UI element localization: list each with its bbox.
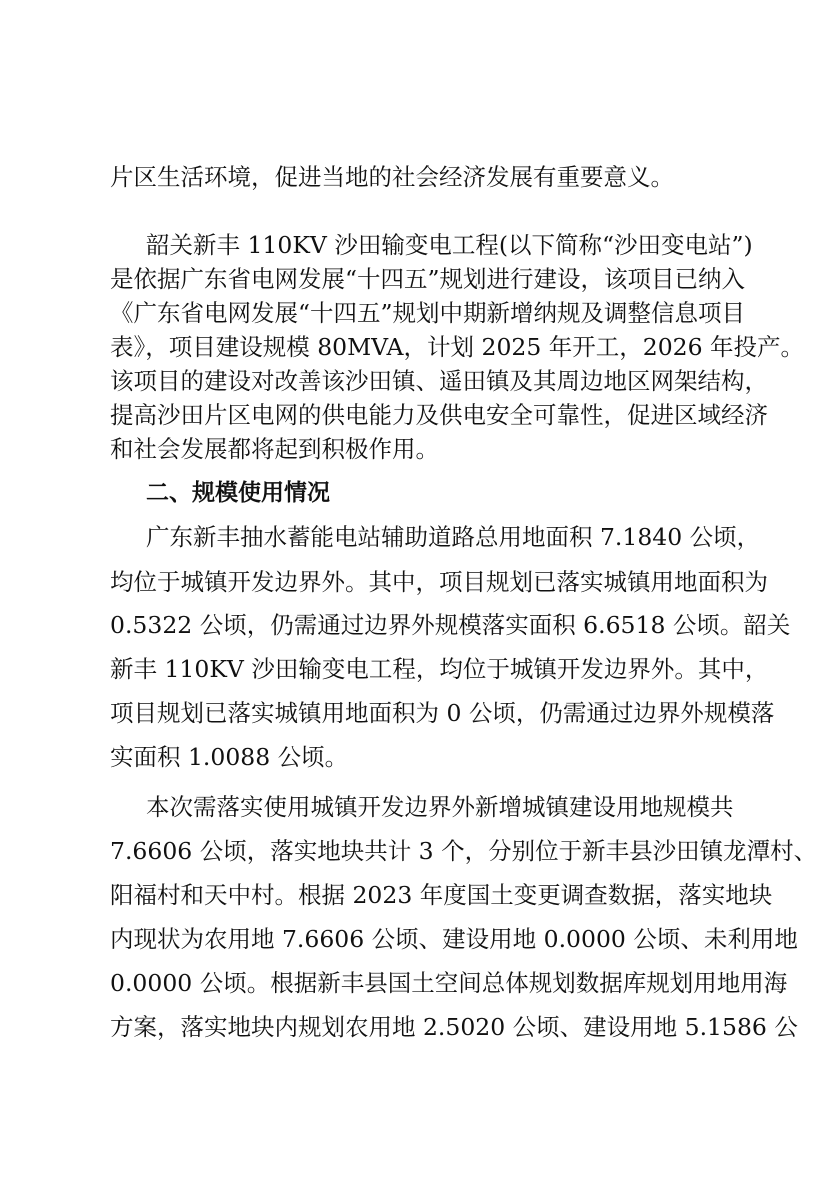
text-line: 本次需落实使用城镇开发边界外新增城镇建设用地规模共	[146, 793, 734, 821]
text-line: 方案，落实地块内规划农用地 2.5020 公顷、建设用地 5.1586 公	[110, 1013, 798, 1041]
text-line: 《广东省电网发展“十四五”规划中期新增纳规及调整信息项目	[110, 299, 746, 327]
text-line: 韶关新丰 110KV 沙田输变电工程(以下简称“沙田变电站”)	[146, 231, 753, 259]
text-line: 新丰 110KV 沙田输变电工程，均位于城镇开发边界外。其中，	[110, 655, 769, 683]
text-line: 是依据广东省电网发展“十四五”规划进行建设，该项目已纳入	[110, 265, 746, 293]
text-line: 实面积 1.0088 公顷。	[110, 743, 349, 771]
text-line: 均位于城镇开发边界外。其中，项目规划已落实城镇用地面积为	[110, 568, 768, 596]
text-line: 7.6606 公顷，落实地块共计 3 个，分别位于新丰县沙田镇龙潭村、	[110, 837, 817, 865]
text-line: 项目规划已落实城镇用地面积为 0 公顷，仍需通过边界外规模落	[110, 699, 775, 727]
section-heading: 二、规模使用情况	[146, 480, 330, 506]
text-line: 广东新丰抽水蓄能电站辅助道路总用地面积 7.1840 公顷，	[146, 523, 761, 551]
text-line: 提高沙田片区电网的供电能力及供电安全可靠性，促进区域经济	[110, 401, 768, 429]
text-line: 内现状为农用地 7.6606 公顷、建设用地 0.0000 公顷、未利用地	[110, 925, 798, 953]
text-line: 该项目的建设对改善该沙田镇、遥田镇及其周边地区网架结构，	[110, 367, 768, 395]
text-line: 0.0000 公顷。根据新丰县国土空间总体规划数据库规划用地用海	[110, 969, 788, 997]
text-line: 和社会发展都将起到积极作用。	[110, 435, 439, 463]
text-line: 表》，项目建设规模 80MVA，计划 2025 年开工，2026 年投产。	[110, 333, 805, 361]
text-line: 0.5322 公顷，仍需通过边界外规模落实面积 6.6518 公顷。韶关	[110, 611, 791, 639]
text-line: 片区生活环境，促进当地的社会经济发展有重要意义。	[110, 163, 674, 191]
text-line: 阳福村和天中村。根据 2023 年度国土变更调查数据，落实地块	[110, 881, 773, 909]
